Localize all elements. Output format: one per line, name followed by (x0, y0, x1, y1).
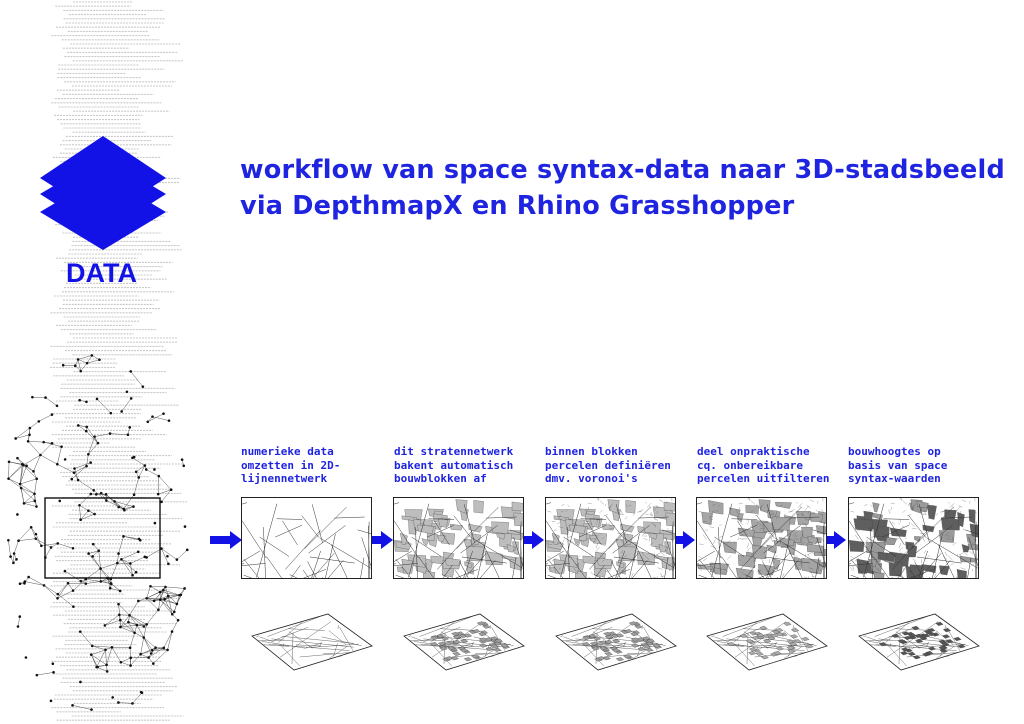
title-line-1: workflow van space syntax-data naar 3D-stadsbeeld (240, 155, 1005, 185)
data-network-illustration (0, 0, 200, 724)
step-label-3: binnen blokken percelen definiëren dmv. voronoi's (545, 445, 671, 485)
step-panel-3 (545, 497, 676, 579)
step-panel-5 (848, 497, 979, 579)
step-label-1: numerieke data omzetten in 2D- lijnennetwerk (241, 445, 341, 485)
arrow-right-icon (210, 531, 242, 549)
data-logo-label: DATA (66, 258, 137, 288)
step-panel-2 (393, 497, 524, 579)
iso-view-5 (845, 610, 985, 672)
iso-view-4 (693, 610, 833, 672)
step-panel-1 (241, 497, 372, 579)
layers-stack-icon (38, 134, 168, 250)
iso-view-3 (542, 610, 682, 672)
step-label-5: bouwhoogtes op basis van space syntax-waarden (848, 445, 948, 485)
title-line-2: via DepthmapX en Rhino Grasshopper (240, 191, 795, 221)
step-label-4: deel onpraktische cq. onbereikbare percelen uitfilteren (697, 445, 830, 485)
step-panel-4 (696, 497, 827, 579)
page-title (240, 152, 1005, 224)
iso-view-2 (390, 610, 530, 672)
iso-view-1 (238, 610, 378, 672)
step-label-2: dit stratennetwerk bakent automatisch bouwblokken af (394, 445, 514, 485)
